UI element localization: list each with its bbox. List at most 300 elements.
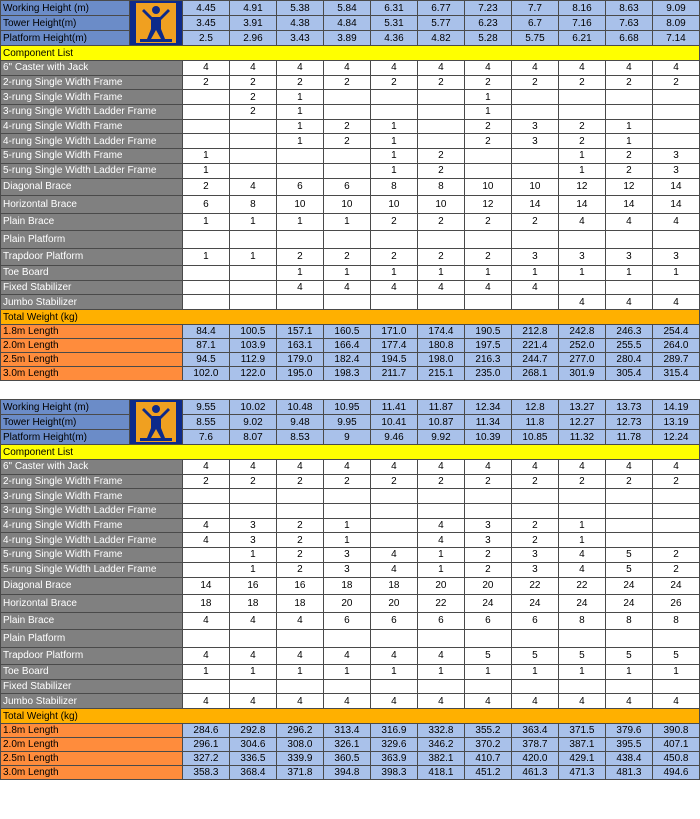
quantity-cell: [182, 231, 229, 249]
quantity-cell: 6: [370, 612, 417, 630]
weight-cell: 346.2: [417, 738, 464, 752]
weight-cell: 450.8: [652, 752, 699, 766]
component-label: Jumbo Stabilizer: [1, 295, 183, 310]
quantity-cell: 4: [323, 280, 370, 295]
total-weight-label: Total Weight (kg): [1, 709, 700, 724]
quantity-cell: 4: [652, 460, 699, 475]
height-value: 10.02: [229, 400, 276, 415]
quantity-cell: [605, 489, 652, 504]
weight-cell: 387.1: [558, 738, 605, 752]
weight-cell: 252.0: [558, 339, 605, 353]
weight-cell: 326.1: [323, 738, 370, 752]
quantity-cell: 1: [323, 213, 370, 231]
component-label: Plain Platform: [1, 231, 183, 249]
logo: [130, 1, 183, 46]
weight-cell: 358.3: [182, 766, 229, 780]
quantity-cell: 1: [605, 266, 652, 281]
header-row: [1, 430, 700, 445]
weight-cell: 438.4: [605, 752, 652, 766]
height-value: 3.45: [182, 16, 229, 31]
quantity-cell: 4: [558, 61, 605, 76]
component-row: [1, 134, 700, 149]
weight-cell: 221.4: [511, 339, 558, 353]
weight-cell: 195.0: [276, 367, 323, 381]
height-value: 7.63: [605, 16, 652, 31]
quantity-cell: [417, 90, 464, 105]
quantity-cell: 4: [558, 562, 605, 577]
weight-cell: 246.3: [605, 325, 652, 339]
component-label: 2-rung Single Width Frame: [1, 474, 183, 489]
quantity-cell: [464, 679, 511, 694]
quantity-cell: 4: [558, 213, 605, 231]
quantity-cell: [652, 90, 699, 105]
height-value: 9.92: [417, 430, 464, 445]
quantity-cell: [276, 489, 323, 504]
weight-cell: 390.8: [652, 724, 699, 738]
weight-cell: 371.8: [276, 766, 323, 780]
component-row: [1, 562, 700, 577]
quantity-cell: 1: [417, 562, 464, 577]
header-row: [1, 415, 700, 430]
length-row: [1, 724, 700, 738]
quantity-cell: 24: [652, 577, 699, 595]
component-row: [1, 90, 700, 105]
weight-cell: 394.8: [323, 766, 370, 780]
weight-cell: 360.5: [323, 752, 370, 766]
weight-cell: 102.0: [182, 367, 229, 381]
quantity-cell: 4: [229, 647, 276, 665]
quantity-cell: [464, 630, 511, 648]
component-label: Diagonal Brace: [1, 178, 183, 196]
quantity-cell: 5: [605, 548, 652, 563]
quantity-cell: 1: [229, 665, 276, 680]
quantity-cell: [229, 119, 276, 134]
quantity-cell: [182, 295, 229, 310]
quantity-cell: 3: [511, 562, 558, 577]
height-value: 13.19: [652, 415, 699, 430]
quantity-cell: 2: [464, 474, 511, 489]
component-row: [1, 231, 700, 249]
quantity-cell: 14: [652, 196, 699, 214]
height-value: 3.43: [276, 31, 323, 46]
quantity-cell: [276, 163, 323, 178]
quantity-cell: [605, 533, 652, 548]
weight-cell: 316.9: [370, 724, 417, 738]
length-label: 2.0m Length: [1, 738, 183, 752]
component-row: [1, 504, 700, 519]
quantity-cell: 26: [652, 595, 699, 613]
quantity-cell: [229, 295, 276, 310]
tower-logo-icon: [134, 1, 178, 45]
quantity-cell: 2: [417, 213, 464, 231]
component-row: [1, 295, 700, 310]
quantity-cell: 24: [464, 595, 511, 613]
weight-cell: 315.4: [652, 367, 699, 381]
quantity-cell: 4: [464, 694, 511, 709]
quantity-cell: 18: [276, 595, 323, 613]
tower-logo-icon: [134, 400, 178, 444]
component-row: [1, 665, 700, 680]
quantity-cell: 1: [182, 248, 229, 266]
component-label: 5-rung Single Width Ladder Frame: [1, 163, 183, 178]
weight-cell: 371.5: [558, 724, 605, 738]
component-label: 4-rung Single Width Ladder Frame: [1, 533, 183, 548]
weight-cell: 94.5: [182, 353, 229, 367]
weight-cell: 264.0: [652, 339, 699, 353]
quantity-cell: 6: [417, 612, 464, 630]
quantity-cell: 4: [417, 518, 464, 533]
weight-cell: 174.4: [417, 325, 464, 339]
quantity-cell: [558, 489, 605, 504]
height-value: 9.55: [182, 400, 229, 415]
quantity-cell: 2: [558, 75, 605, 90]
quantity-cell: 10: [323, 196, 370, 214]
quantity-cell: 4: [558, 460, 605, 475]
quantity-cell: 1: [276, 266, 323, 281]
weight-cell: 378.7: [511, 738, 558, 752]
quantity-cell: 4: [276, 647, 323, 665]
quantity-cell: [323, 504, 370, 519]
quantity-cell: 2: [464, 548, 511, 563]
quantity-cell: 2: [276, 474, 323, 489]
component-row: [1, 213, 700, 231]
quantity-cell: 8: [652, 612, 699, 630]
quantity-cell: [229, 679, 276, 694]
quantity-cell: 2: [652, 75, 699, 90]
length-label: 1.8m Length: [1, 325, 183, 339]
quantity-cell: [511, 149, 558, 164]
weight-cell: 268.1: [511, 367, 558, 381]
quantity-cell: 4: [182, 694, 229, 709]
quantity-cell: 1: [276, 665, 323, 680]
weight-cell: 242.8: [558, 325, 605, 339]
quantity-cell: 18: [182, 595, 229, 613]
quantity-cell: 14: [558, 196, 605, 214]
quantity-cell: 1: [323, 518, 370, 533]
quantity-cell: 2: [229, 90, 276, 105]
height-value: 6.7: [511, 16, 558, 31]
quantity-cell: [182, 548, 229, 563]
quantity-cell: 2: [276, 533, 323, 548]
height-value: 11.32: [558, 430, 605, 445]
weight-cell: 461.3: [511, 766, 558, 780]
height-value: 9.46: [370, 430, 417, 445]
quantity-cell: [511, 105, 558, 120]
quantity-cell: 4: [605, 213, 652, 231]
quantity-cell: 1: [605, 119, 652, 134]
quantity-cell: 2: [323, 248, 370, 266]
height-value: 9.02: [229, 415, 276, 430]
component-row: [1, 630, 700, 648]
quantity-cell: [417, 679, 464, 694]
quantity-cell: 4: [182, 533, 229, 548]
height-value: 9: [323, 430, 370, 445]
quantity-cell: 1: [370, 163, 417, 178]
header-row: [1, 1, 700, 16]
quantity-cell: 4: [276, 280, 323, 295]
quantity-cell: 4: [652, 61, 699, 76]
quantity-cell: 1: [417, 665, 464, 680]
quantity-cell: 1: [276, 213, 323, 231]
quantity-cell: [511, 630, 558, 648]
quantity-cell: 2: [464, 134, 511, 149]
height-value: 4.45: [182, 1, 229, 16]
quantity-cell: 6: [323, 178, 370, 196]
header-label: Working Height (m): [1, 400, 130, 415]
quantity-cell: 22: [558, 577, 605, 595]
quantity-cell: 2: [652, 562, 699, 577]
quantity-cell: 4: [558, 548, 605, 563]
quantity-cell: 2: [276, 518, 323, 533]
height-value: 5.31: [370, 16, 417, 31]
height-value: 8.16: [558, 1, 605, 16]
height-value: 12.73: [605, 415, 652, 430]
header-label: Working Height (m): [1, 1, 130, 16]
quantity-cell: 4: [464, 61, 511, 76]
weight-cell: 157.1: [276, 325, 323, 339]
quantity-cell: [323, 489, 370, 504]
quantity-cell: 3: [323, 548, 370, 563]
quantity-cell: 4: [417, 694, 464, 709]
quantity-cell: 2: [464, 119, 511, 134]
quantity-cell: 1: [182, 213, 229, 231]
component-row: [1, 196, 700, 214]
quantity-cell: 1: [276, 90, 323, 105]
quantity-cell: 2: [511, 533, 558, 548]
height-value: 10.41: [370, 415, 417, 430]
quantity-cell: [511, 295, 558, 310]
weight-cell: 429.1: [558, 752, 605, 766]
quantity-cell: 1: [417, 548, 464, 563]
quantity-cell: 1: [605, 665, 652, 680]
weight-cell: 197.5: [464, 339, 511, 353]
quantity-cell: [511, 504, 558, 519]
component-list-label: Component List: [1, 445, 700, 460]
quantity-cell: 1: [558, 533, 605, 548]
quantity-cell: [417, 119, 464, 134]
height-value: 11.8: [511, 415, 558, 430]
quantity-cell: [370, 295, 417, 310]
quantity-cell: 2: [370, 474, 417, 489]
quantity-cell: 1: [229, 548, 276, 563]
component-row: [1, 474, 700, 489]
quantity-cell: 2: [370, 75, 417, 90]
weight-cell: 305.4: [605, 367, 652, 381]
weight-cell: 379.6: [605, 724, 652, 738]
weight-cell: 84.4: [182, 325, 229, 339]
logo: [130, 400, 183, 445]
quantity-cell: [229, 231, 276, 249]
quantity-cell: [182, 134, 229, 149]
weight-cell: 103.9: [229, 339, 276, 353]
quantity-cell: 4: [417, 280, 464, 295]
quantity-cell: 5: [605, 647, 652, 665]
quantity-cell: 4: [182, 460, 229, 475]
weight-cell: 284.6: [182, 724, 229, 738]
quantity-cell: 2: [323, 474, 370, 489]
quantity-cell: [182, 105, 229, 120]
quantity-cell: [323, 90, 370, 105]
quantity-cell: [182, 90, 229, 105]
weight-cell: 100.5: [229, 325, 276, 339]
quantity-cell: 4: [511, 694, 558, 709]
quantity-cell: 24: [605, 595, 652, 613]
quantity-cell: 12: [464, 196, 511, 214]
height-value: 10.95: [323, 400, 370, 415]
quantity-cell: [276, 630, 323, 648]
weight-cell: 339.9: [276, 752, 323, 766]
component-label: Toe Board: [1, 266, 183, 281]
quantity-cell: [652, 489, 699, 504]
component-row: [1, 533, 700, 548]
height-value: 12.34: [464, 400, 511, 415]
weight-cell: 382.1: [417, 752, 464, 766]
weight-cell: 177.4: [370, 339, 417, 353]
quantity-cell: [605, 679, 652, 694]
quantity-cell: 3: [511, 548, 558, 563]
header-row: [1, 400, 700, 415]
quantity-cell: 8: [370, 178, 417, 196]
quantity-cell: [464, 231, 511, 249]
quantity-cell: 1: [464, 105, 511, 120]
quantity-cell: 4: [370, 61, 417, 76]
weight-cell: 289.7: [652, 353, 699, 367]
weight-cell: 171.0: [370, 325, 417, 339]
weight-cell: 182.4: [323, 353, 370, 367]
quantity-cell: [417, 489, 464, 504]
quantity-cell: 16: [276, 577, 323, 595]
quantity-cell: [229, 489, 276, 504]
quantity-cell: 10: [417, 196, 464, 214]
height-value: 9.48: [276, 415, 323, 430]
quantity-cell: 10: [511, 178, 558, 196]
component-label: Horizontal Brace: [1, 595, 183, 613]
quantity-cell: [276, 149, 323, 164]
quantity-cell: 6: [323, 612, 370, 630]
weight-cell: 292.8: [229, 724, 276, 738]
height-value: 10.87: [417, 415, 464, 430]
quantity-cell: 4: [464, 460, 511, 475]
quantity-cell: 1: [605, 134, 652, 149]
quantity-cell: 2: [464, 75, 511, 90]
quantity-cell: 2: [558, 119, 605, 134]
quantity-cell: [605, 231, 652, 249]
quantity-cell: 2: [229, 75, 276, 90]
quantity-cell: 4: [417, 533, 464, 548]
height-value: 11.78: [605, 430, 652, 445]
quantity-cell: [605, 280, 652, 295]
height-value: 7.16: [558, 16, 605, 31]
quantity-cell: 2: [182, 474, 229, 489]
height-value: 12.8: [511, 400, 558, 415]
weight-cell: 451.2: [464, 766, 511, 780]
quantity-cell: 3: [511, 248, 558, 266]
height-value: 5.28: [464, 31, 511, 46]
quantity-cell: 1: [370, 266, 417, 281]
quantity-cell: 4: [605, 295, 652, 310]
component-label: 4-rung Single Width Ladder Frame: [1, 134, 183, 149]
quantity-cell: 1: [417, 266, 464, 281]
quantity-cell: 3: [652, 248, 699, 266]
component-row: [1, 694, 700, 709]
quantity-cell: [182, 504, 229, 519]
height-value: 5.77: [417, 16, 464, 31]
quantity-cell: [370, 533, 417, 548]
component-label: 3-rung Single Width Ladder Frame: [1, 105, 183, 120]
header-label: Platform Height(m): [1, 31, 130, 46]
quantity-cell: [605, 518, 652, 533]
quantity-cell: 1: [511, 266, 558, 281]
quantity-cell: 20: [417, 577, 464, 595]
weight-cell: 112.9: [229, 353, 276, 367]
quantity-cell: 8: [417, 178, 464, 196]
quantity-cell: 2: [323, 75, 370, 90]
weight-cell: 296.2: [276, 724, 323, 738]
quantity-cell: 2: [605, 474, 652, 489]
component-row: [1, 75, 700, 90]
length-row: [1, 339, 700, 353]
component-list-bar: [1, 46, 700, 61]
quantity-cell: 1: [464, 266, 511, 281]
quantity-cell: [511, 163, 558, 178]
quantity-cell: 5: [558, 647, 605, 665]
weight-cell: 163.1: [276, 339, 323, 353]
quantity-cell: 1: [652, 665, 699, 680]
quantity-cell: 14: [652, 178, 699, 196]
weight-cell: 407.1: [652, 738, 699, 752]
quantity-cell: 2: [605, 75, 652, 90]
quantity-cell: 2: [652, 474, 699, 489]
component-row: [1, 518, 700, 533]
quantity-cell: [417, 134, 464, 149]
quantity-cell: 1: [652, 266, 699, 281]
length-row: [1, 738, 700, 752]
quantity-cell: 4: [323, 647, 370, 665]
quantity-cell: [511, 90, 558, 105]
quantity-cell: [652, 504, 699, 519]
quantity-cell: 2: [417, 248, 464, 266]
quantity-cell: 1: [558, 149, 605, 164]
quantity-cell: [323, 679, 370, 694]
height-value: 9.09: [652, 1, 699, 16]
component-row: [1, 266, 700, 281]
height-value: 11.41: [370, 400, 417, 415]
weight-cell: 198.3: [323, 367, 370, 381]
quantity-cell: 4: [558, 295, 605, 310]
quantity-cell: [370, 90, 417, 105]
quantity-cell: 8: [229, 196, 276, 214]
quantity-cell: 4: [182, 518, 229, 533]
height-value: 10.48: [276, 400, 323, 415]
quantity-cell: 10: [276, 196, 323, 214]
quantity-cell: [370, 630, 417, 648]
weight-cell: 301.9: [558, 367, 605, 381]
quantity-cell: [182, 119, 229, 134]
quantity-cell: 18: [229, 595, 276, 613]
component-row: [1, 595, 700, 613]
quantity-cell: 2: [182, 75, 229, 90]
component-label: Trapdoor Platform: [1, 647, 183, 665]
quantity-cell: 2: [558, 134, 605, 149]
height-value: 11.34: [464, 415, 511, 430]
weight-cell: 277.0: [558, 353, 605, 367]
quantity-cell: 2: [464, 248, 511, 266]
quantity-cell: 3: [323, 562, 370, 577]
quantity-cell: [558, 630, 605, 648]
component-label: 3-rung Single Width Ladder Frame: [1, 504, 183, 519]
quantity-cell: 4: [276, 460, 323, 475]
component-row: [1, 61, 700, 76]
